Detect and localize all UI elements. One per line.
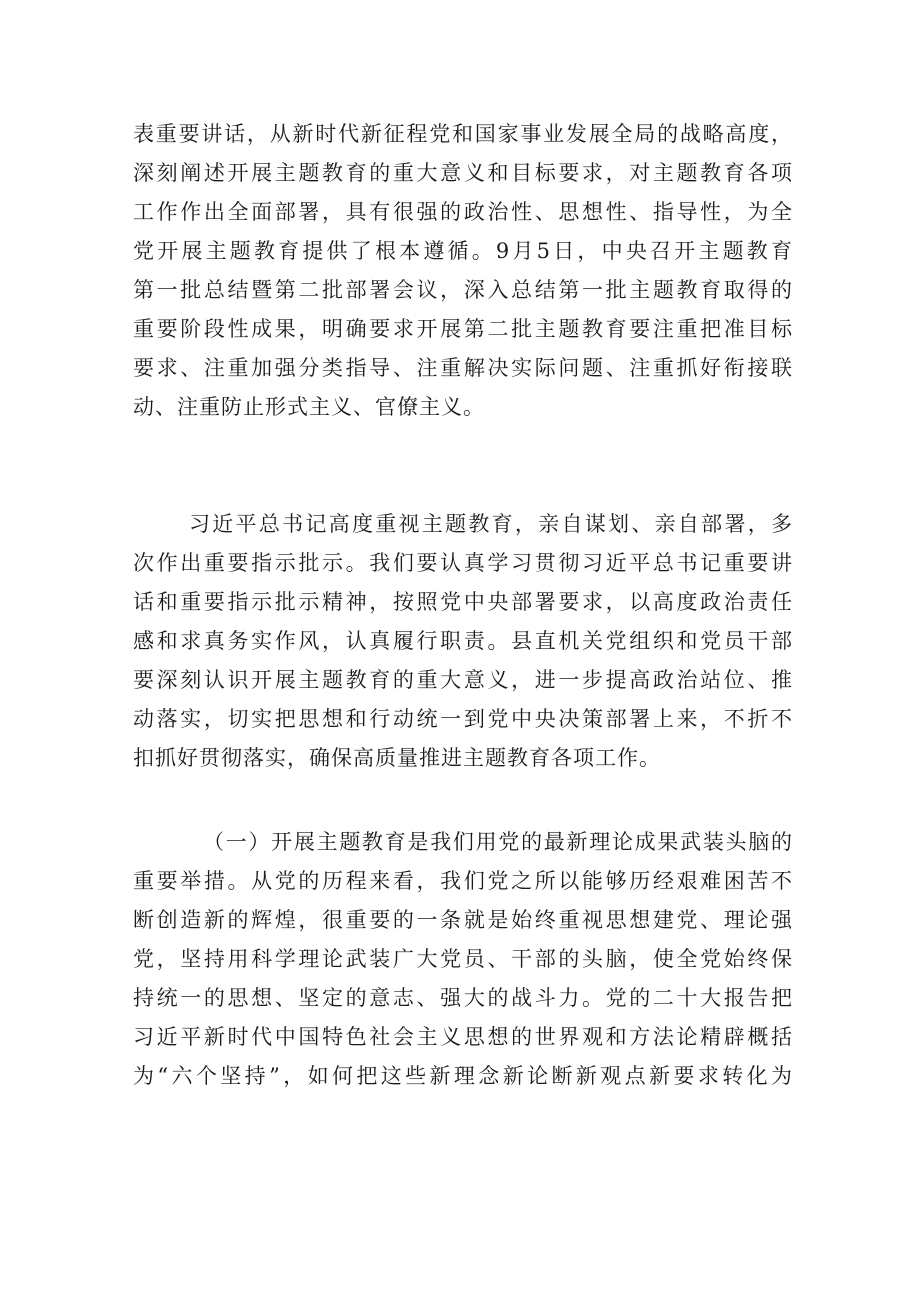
text-line: 话和重要指示批示精神，按照党中央部署要求，以高度政治责任 (133, 590, 793, 614)
text-line: 次作出重要指示批示。我们要认真学习贯彻习近平总书记重要讲 (133, 551, 793, 575)
paragraph-3 (133, 823, 793, 1096)
text-line: 感和求真务实作风，认真履行职责。县直机关党组织和党员干部 (133, 629, 793, 653)
text-line: 表重要讲话，从新时代新征程党和国家事业发展全局的战略高度， (133, 122, 793, 146)
text-line: 工作作出全面部署，具有很强的政治性、思想性、指导性，为全 (133, 200, 793, 224)
text-line: 重要阶段性成果，明确要求开展第二批主题教育要注重把准目标 (133, 317, 793, 341)
text-line: 第一批总结暨第二批部署会议，深入总结第一批主题教育取得的 (133, 278, 793, 302)
text-line: 为“六个坚持”，如何把这些新理念新论断新观点新要求转化为 (133, 1064, 793, 1088)
text-line: 断创造新的辉煌，很重要的一条就是始终重视思想建党、理论强 (133, 908, 793, 932)
paragraph-2 (133, 505, 793, 778)
text-line: 要深刻认识开展主题教育的重大意义，进一步提高政治站位、推 (133, 668, 793, 692)
text-line: 党，坚持用科学理论武装广大党员、干部的头脑，使全党始终保 (133, 947, 793, 971)
text-line: 党开展主题教育提供了根本遵循。9月5日，中央召开主题教育 (133, 239, 793, 263)
text-line: 重要举措。从党的历程来看，我们党之所以能够历经艰难困苦不 (133, 869, 793, 893)
text-line: 持统一的思想、坚定的意志、强大的战斗力。党的二十大报告把 (133, 986, 793, 1010)
text-line: 要求、注重加强分类指导、注重解决实际问题、注重抓好衔接联 (133, 356, 793, 380)
paragraph-1 (133, 115, 793, 427)
text-line: 动落实，切实把思想和行动统一到党中央决策部署上来，不折不 (133, 707, 793, 731)
text-line: 深刻阐述开展主题教育的重大意义和目标要求，对主题教育各项 (133, 161, 793, 185)
text-line: 习近平总书记高度重视主题教育，亲自谋划、亲自部署，多 (189, 512, 793, 536)
text-line: （一）开展主题教育是我们用党的最新理论成果武装头脑的 (203, 830, 793, 854)
text-line: 动、注重防止形式主义、官僚主义。 (133, 395, 485, 419)
text-line: 习近平新时代中国特色社会主义思想的世界观和方法论精辟概括 (133, 1025, 793, 1049)
text-line: 扣抓好贯彻落实，确保高质量推进主题教育各项工作。 (133, 746, 661, 770)
